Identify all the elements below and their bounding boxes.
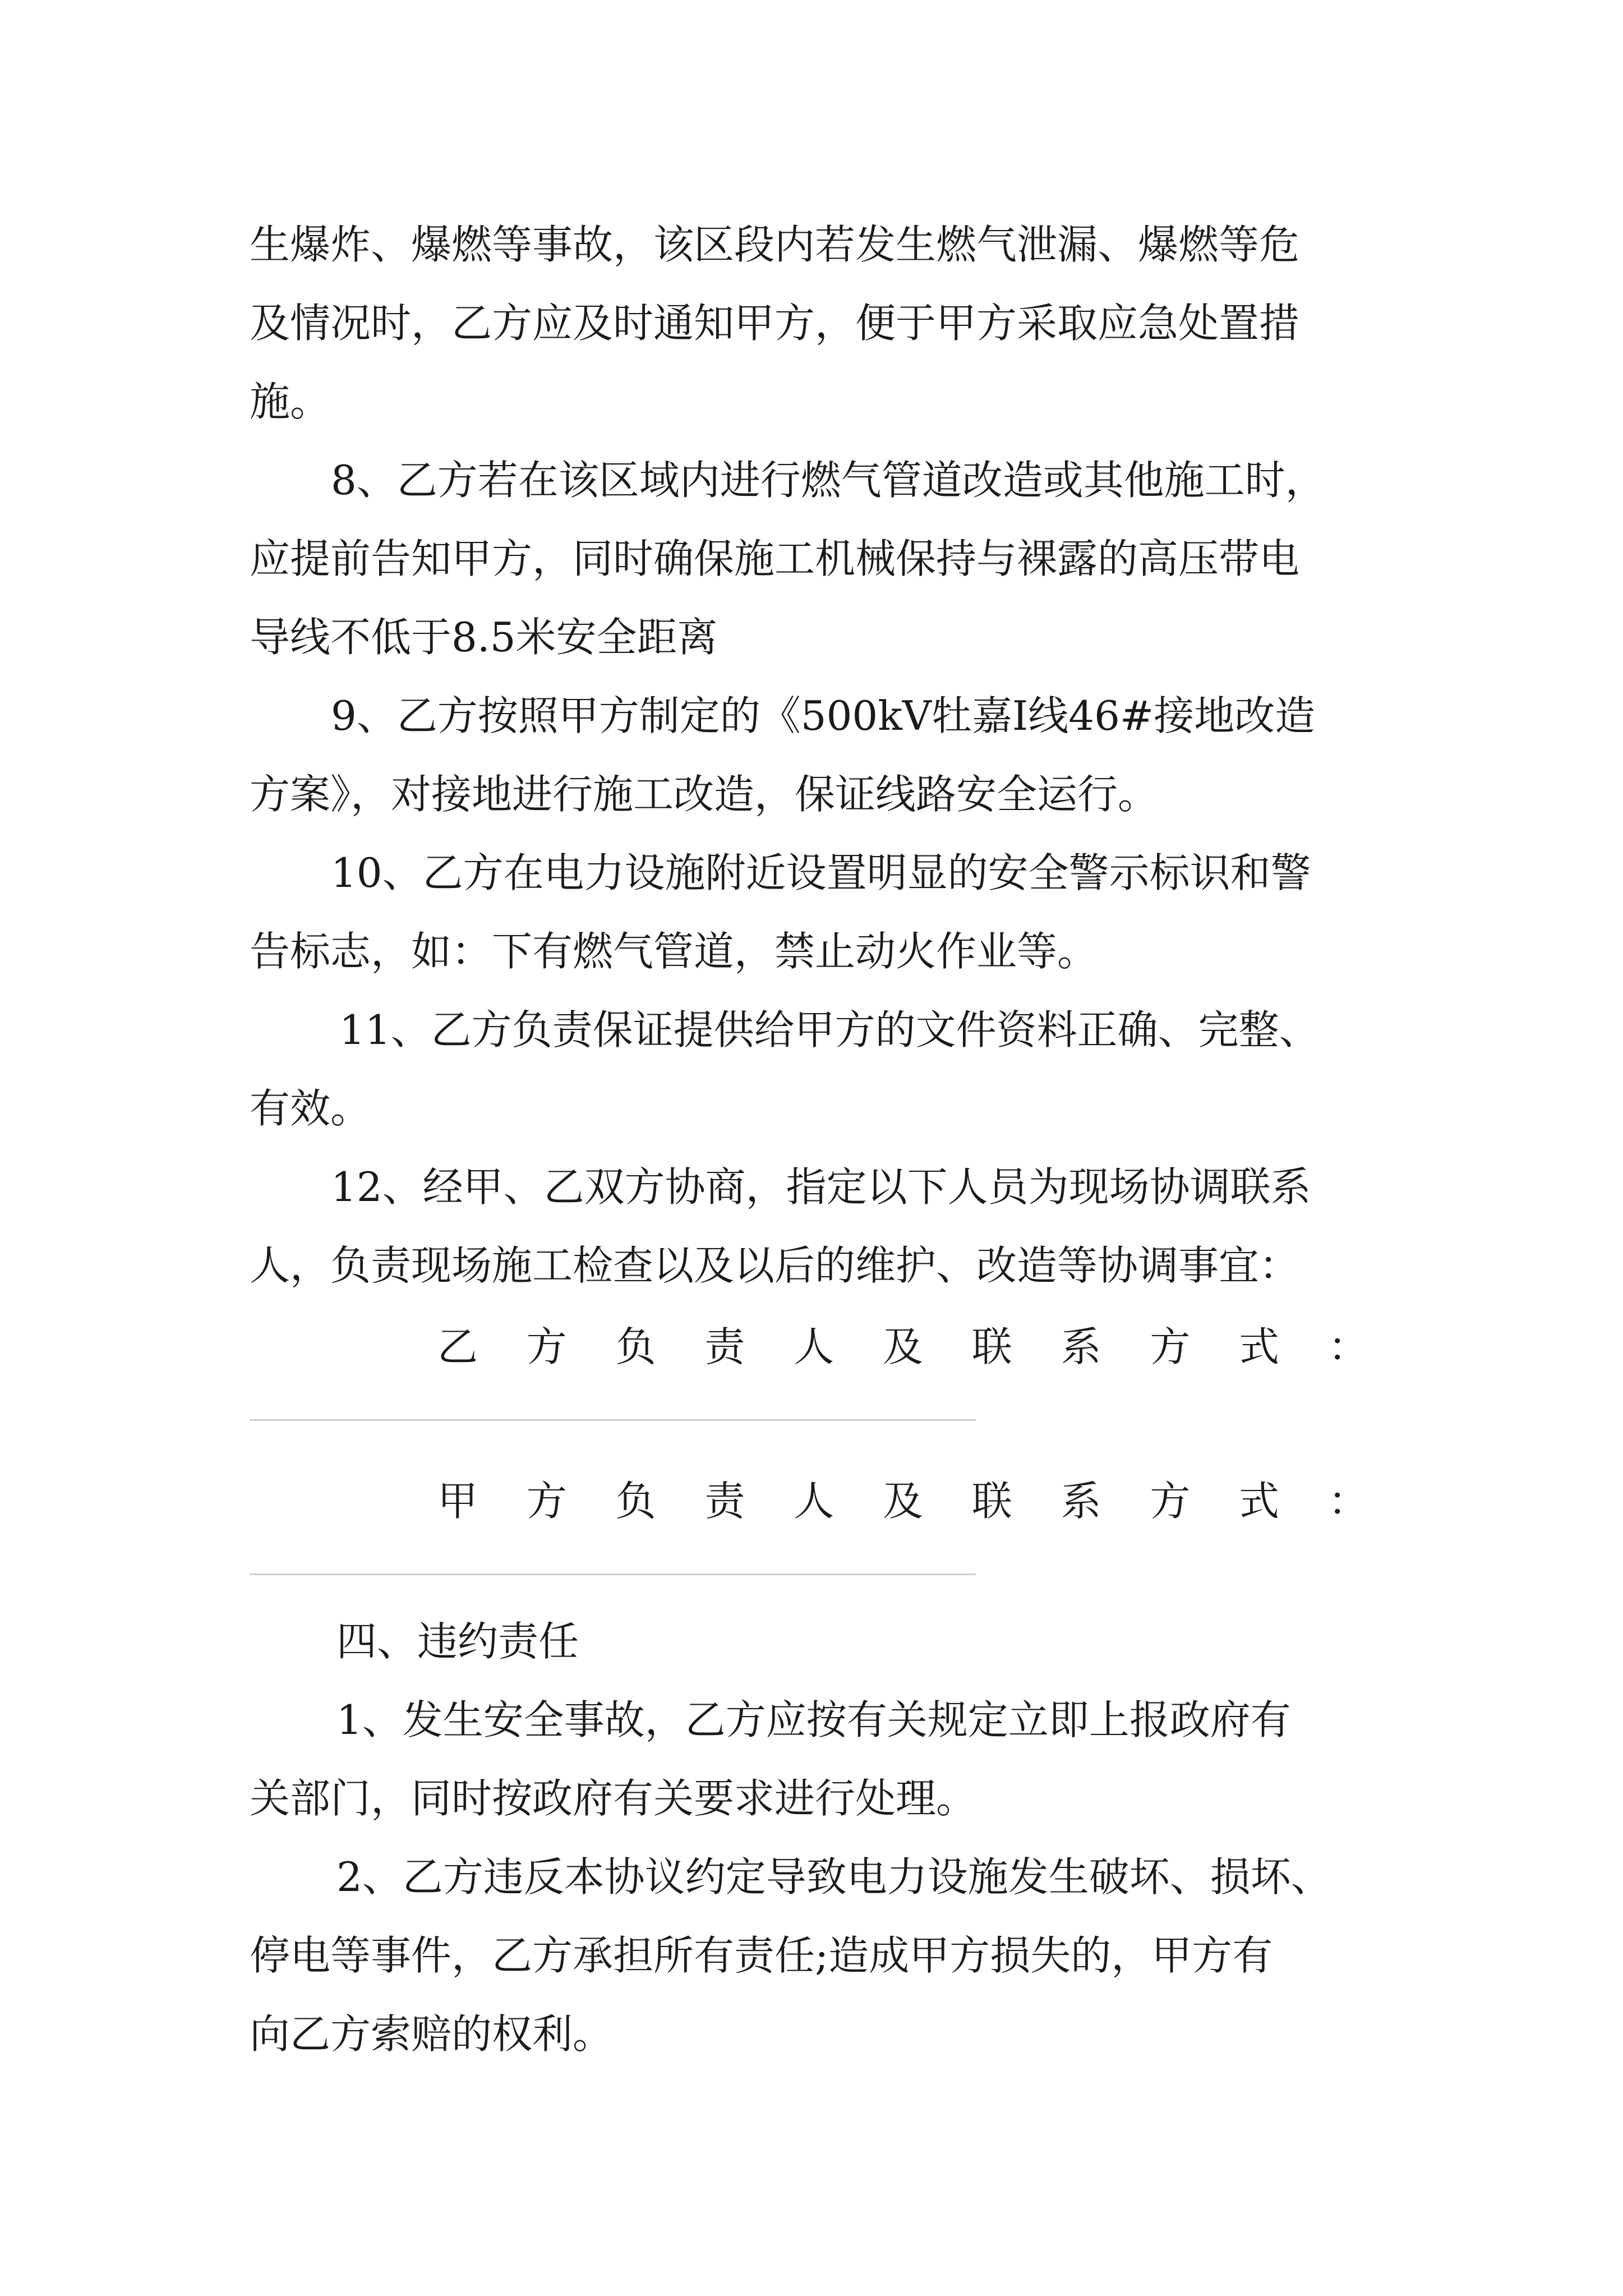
contact-char: 联 — [971, 1478, 1012, 1525]
text-line: 方案》，对接地进行施工改造，保证线路安全运行。 — [250, 771, 1159, 818]
contact-char: 方 — [1150, 1323, 1191, 1370]
text-line: 施。 — [250, 378, 331, 425]
contact-char: 负 — [615, 1478, 656, 1525]
contact-char: 负 — [615, 1323, 656, 1370]
contact-char: 人 — [794, 1478, 834, 1525]
contact-char: 联 — [971, 1323, 1012, 1370]
text-line: 向乙方索赔的权利。 — [250, 2010, 614, 2058]
section-heading: 四、违约责任 — [336, 1618, 579, 1665]
contact-char: 及 — [882, 1323, 923, 1370]
contact-char: 乙 — [437, 1323, 478, 1370]
contact-char: 系 — [1061, 1323, 1101, 1370]
contact-char: 式 — [1239, 1323, 1280, 1370]
text-line: 人，负责现场施工检查以及以后的维护、改造等协调事宜： — [250, 1242, 1300, 1289]
text-line: 生爆炸、爆燃等事故，该区段内若发生燃气泄漏、爆燃等危 — [250, 221, 1300, 268]
text-line: 及情况时，乙方应及时通知甲方，便于甲方采取应急处置措 — [250, 300, 1300, 347]
text-line: 11、乙方负责保证提供给甲方的文件资料正确、完整、 — [339, 1006, 1320, 1053]
blank-fill-line — [250, 1419, 976, 1421]
text-line: 应提前告知甲方，同时确保施工机械保持与裸露的高压带电 — [250, 535, 1300, 582]
text-line: 9、乙方按照甲方制定的《500kV牡嘉Ⅰ线46#接地改造 — [331, 692, 1316, 739]
text-line: 告标志，如：下有燃气管道，禁止动火作业等。 — [250, 928, 1098, 975]
contact-char: 甲 — [437, 1478, 478, 1525]
blank-fill-line — [250, 1573, 976, 1575]
contact-char: 方 — [526, 1323, 567, 1370]
text-line: 10、乙方在电力设施附近设置明显的安全警示标识和警 — [331, 849, 1311, 896]
contact-char: 责 — [704, 1323, 745, 1370]
contact-yi-line — [437, 1323, 1368, 1370]
text-line: 12、经甲、乙双方协商，指定以下人员为现场协调联系 — [331, 1163, 1311, 1211]
contact-char: ： — [1327, 1478, 1368, 1525]
contact-char: 及 — [882, 1478, 923, 1525]
contact-char: 方 — [526, 1478, 567, 1525]
contact-char: 人 — [794, 1323, 834, 1370]
contact-char: 责 — [704, 1478, 745, 1525]
contact-char: 方 — [1150, 1478, 1191, 1525]
text-line: 停电等事件，乙方承担所有责任;造成甲方损失的，甲方有 — [250, 1932, 1273, 1979]
contact-char: 系 — [1061, 1478, 1101, 1525]
text-line: 2、乙方违反本协议约定导致电力设施发生破坏、损坏、 — [336, 1853, 1331, 1901]
text-line: 关部门，同时按政府有关要求进行处理。 — [250, 1775, 977, 1822]
contact-char: 式 — [1239, 1478, 1280, 1525]
contact-char: ： — [1327, 1323, 1368, 1370]
text-line: 导线不低于8.5米安全距离 — [250, 614, 718, 661]
text-line: 8、乙方若在该区域内进行燃气管道改造或其他施工时， — [331, 457, 1326, 504]
text-line: 1、发生安全事故，乙方应按有关规定立即上报政府有 — [336, 1696, 1291, 1743]
contact-jia-line — [437, 1478, 1368, 1525]
text-line: 有效。 — [250, 1085, 371, 1132]
